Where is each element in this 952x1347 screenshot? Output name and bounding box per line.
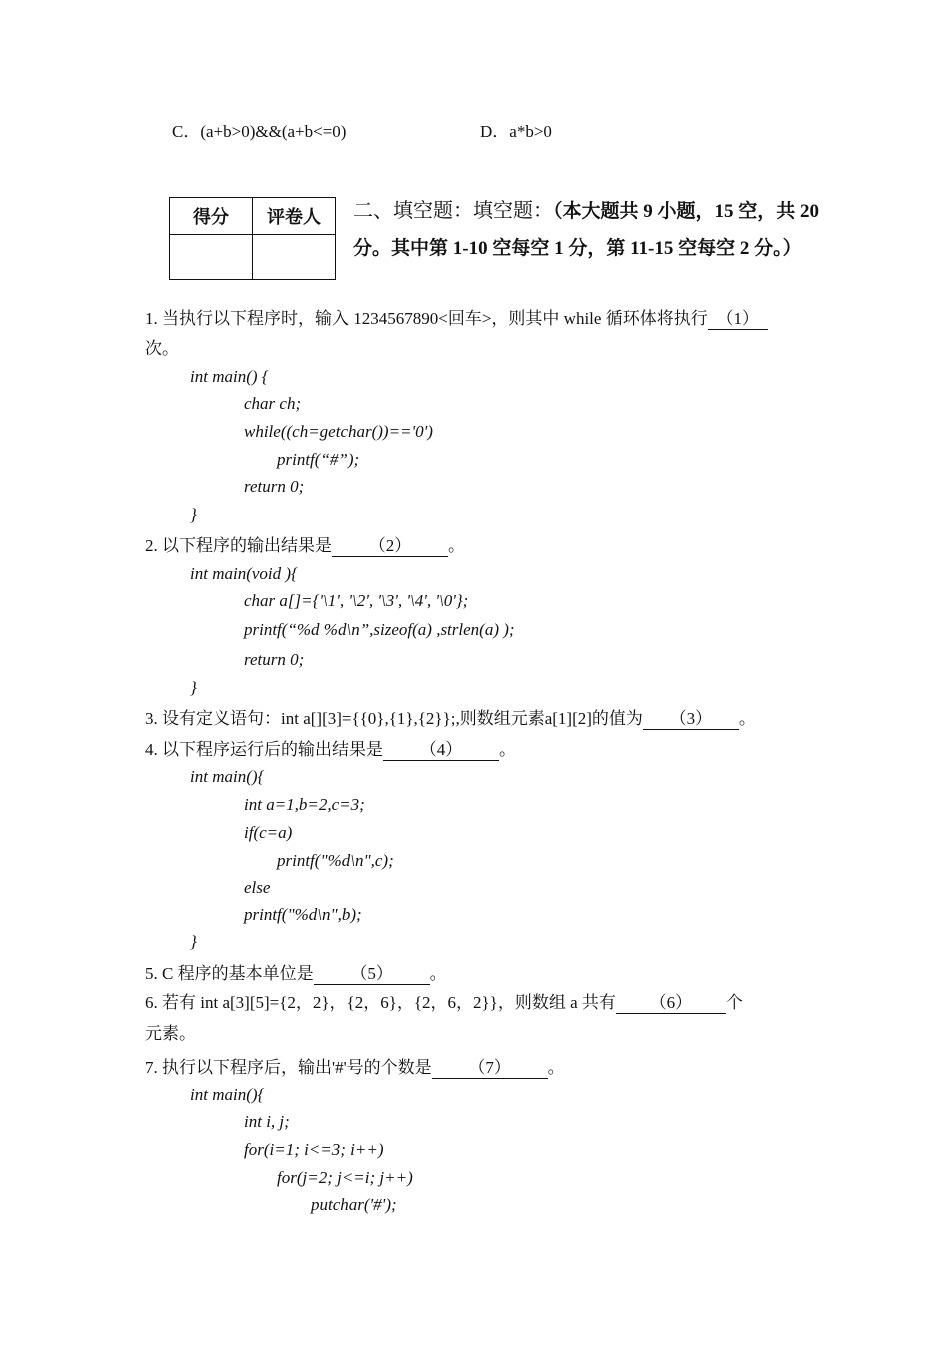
question-1-cont: 次。 [145,339,179,358]
code-line: printf(“%d %d\n”,sizeof(a) ,strlen(a) ); [244,620,515,639]
code-line: int main(){ [190,767,265,786]
question-6 [145,992,743,1014]
question-4-end: 。 [499,740,516,759]
code-line: printf("%d\n",c); [277,851,394,870]
code-line: int main() { [190,367,269,386]
score-cell [170,235,253,280]
option-c: C．(a+b>0)&&(a+b<=0) [172,122,347,141]
question-3-text: 3. 设有定义语句：int a[][3]={{0},{1},{2}};,则数组元素a[1][2]的值为 [145,709,643,728]
section-title-detail-2: 分。其中第 1-10 空每空 1 分，第 11-15 空每空 2 分。） [353,238,802,259]
code-line: int i, j; [244,1112,290,1131]
code-line: putchar('#'); [311,1195,397,1214]
question-2-end: 。 [448,536,465,555]
code-line: else [244,878,271,897]
question-5-text: 5. C 程序的基本单位是 [145,964,314,983]
score-header: 得分 [170,198,253,235]
question-1-text: 1. 当执行以下程序时，输入 1234567890<回车>，则其中 while 循环体将执行 [145,309,708,328]
code-line: printf("%d\n",b); [244,905,362,924]
question-2-text: 2. 以下程序的输出结果是 [145,536,332,555]
code-line: return 0; [244,650,305,669]
question-7-end: 。 [547,1058,565,1077]
question-3 [145,708,756,730]
question-5-end: 。 [429,964,447,983]
question-4-text: 4. 以下程序运行后的输出结果是 [145,740,383,759]
answer-blank-1: （1） [708,309,768,330]
section-title-detail-1: （本大题共 9 小题，15 空，共 20 [553,201,820,222]
code-line: char ch; [244,394,302,413]
code-line: printf(“#”); [277,450,360,469]
question-4 [145,739,516,761]
answer-blank-5: （5） [314,964,430,985]
answer-blank-6: （6） [616,993,726,1014]
question-6-after: 个 [725,993,743,1012]
code-line: return 0; [244,477,305,496]
grader-header: 评卷人 [253,198,336,235]
answer-blank-3: （3） [643,709,739,730]
section-title-main: 二、填空题：填空题： [353,200,553,222]
code-line: } [190,678,197,697]
score-table [169,197,336,280]
section-title [353,198,819,225]
code-line: if(c=a) [244,823,293,842]
question-6-cont: 元素。 [145,1024,196,1043]
code-line: for(i=1; i<=3; i++) [244,1140,384,1159]
answer-blank-2: （2） [332,536,448,557]
code-line: while((ch=getchar())=='0') [244,422,433,441]
answer-blank-4: （4） [383,740,499,761]
code-line: int a=1,b=2,c=3; [244,795,365,814]
code-line: int main(void ){ [190,564,298,583]
question-7 [145,1057,565,1079]
question-2 [145,535,465,557]
question-5 [145,963,447,985]
code-line: } [190,932,197,951]
question-3-end: 。 [738,709,756,728]
code-line: for(j=2; j<=i; j++) [277,1168,413,1187]
grader-cell [253,235,336,280]
question-6-text: 6. 若有 int a[3][5]={2，2}，{2，6}，{2，6，2}}，则数组 a 共有 [145,993,616,1012]
answer-blank-7: （7） [432,1058,548,1079]
question-7-text: 7. 执行以下程序后，输出'#'号的个数是 [145,1058,432,1077]
code-line: int main(){ [190,1085,265,1104]
code-line: } [190,505,197,524]
option-d: D．a*b>0 [480,122,552,141]
code-line: char a[]={'\1', '\2', '\3', '\4', '\0'}; [244,591,469,610]
question-1 [145,308,768,330]
